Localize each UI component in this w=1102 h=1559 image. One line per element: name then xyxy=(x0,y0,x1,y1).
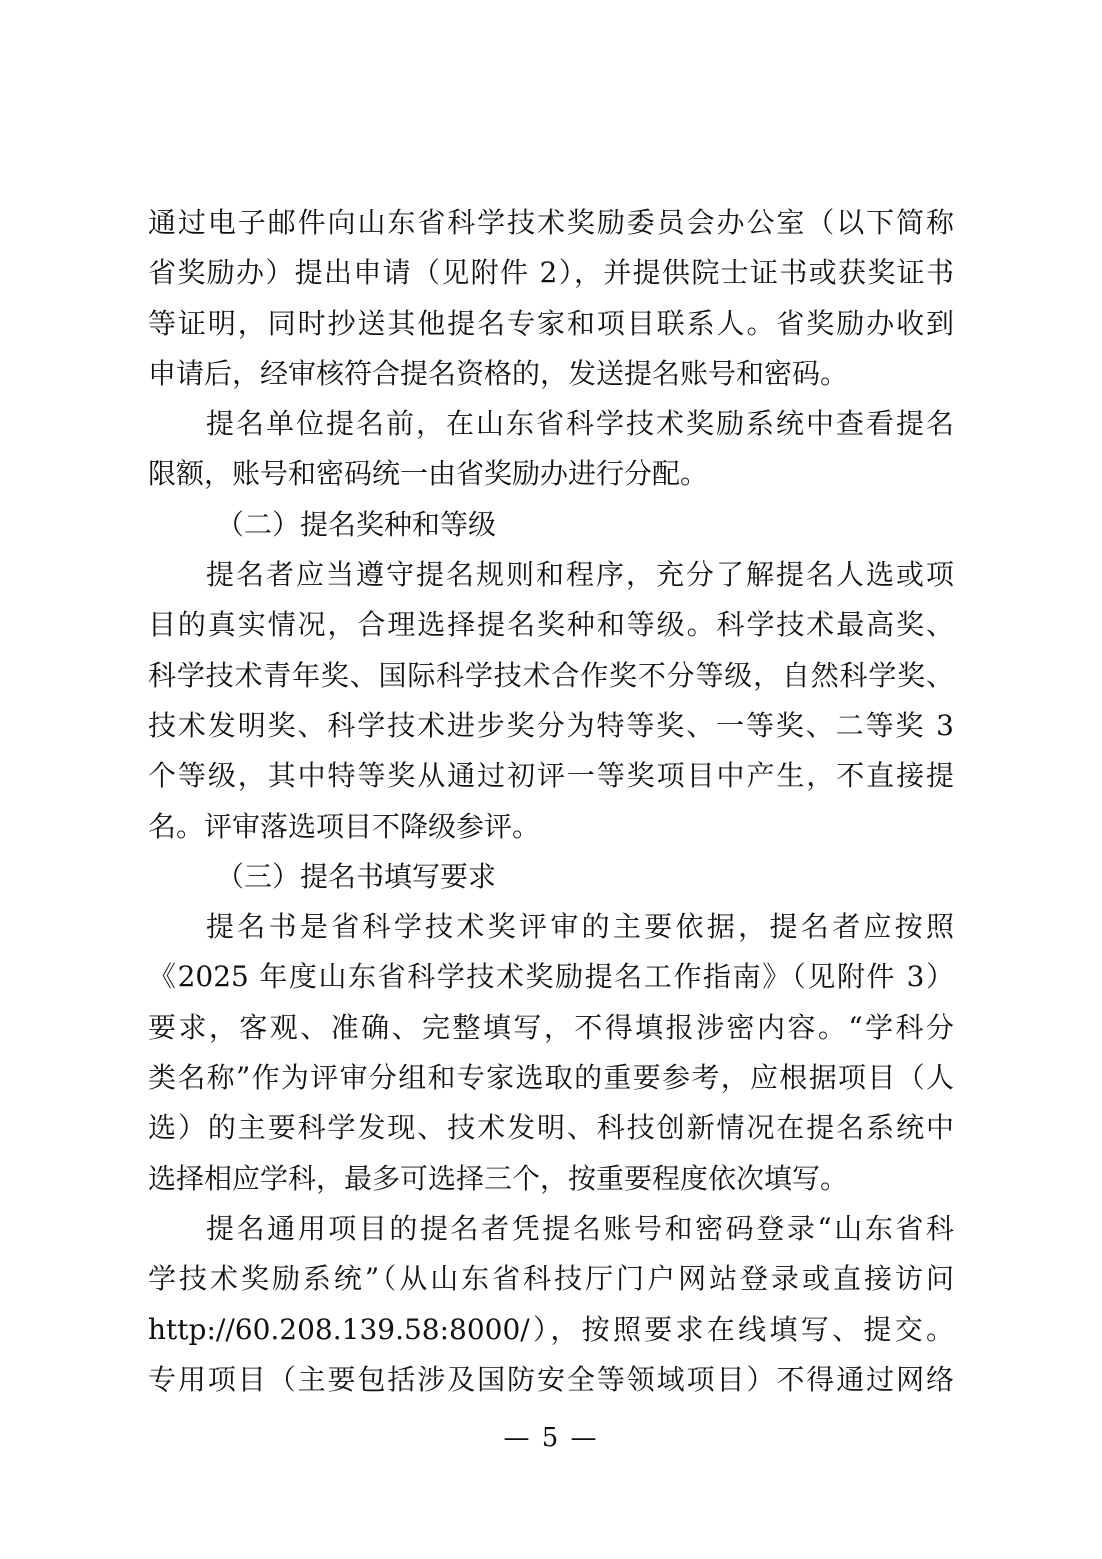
text-line-1: 通过电子邮件向山东省科学技术奖励委员会办公室（以下简称 xyxy=(148,206,954,239)
text-line-20: 选择相应学科，最多可选择三个，按重要程度依次填写。 xyxy=(148,1161,849,1195)
text-line-9: 目的真实情况，合理选择提名奖种和等级。科学技术最高奖、 xyxy=(148,608,954,642)
text-line-15: 提名书是省科学技术奖评审的主要依据，提名者应按照 xyxy=(206,910,954,944)
text-line-18: 类名称”作为评审分组和专家选取的重要参考，应根据项目（人 xyxy=(148,1061,954,1095)
section-heading-2: （二）提名奖种和等级 xyxy=(216,507,497,541)
text-line-21: 提名通用项目的提名者凭提名账号和密码登录“山东省科 xyxy=(206,1211,954,1245)
text-line-4: 申请后，经审核符合提名资格的，发送提名账号和密码。 xyxy=(148,356,849,390)
text-line-11: 技术发明奖、科学技术进步奖分为特等奖、一等奖、二等奖 3 xyxy=(148,708,954,742)
text-line-19: 选）的主要科学发现、技术发明、科技创新情况在提名系统中 xyxy=(148,1111,954,1145)
text-line-3: 等证明，同时抄送其他提名专家和项目联系人。省奖励办收到 xyxy=(148,306,954,340)
text-line-10: 科学技术青年奖、国际科学技术合作奖不分等级，自然科学奖、 xyxy=(148,658,954,692)
body-text xyxy=(148,198,954,1405)
text-line-8: 提名者应当遵守提名规则和程序，充分了解提名人选或项 xyxy=(206,558,954,592)
text-line-24: 专用项目（主要包括涉及国防安全等领域项目）不得通过网络 xyxy=(148,1362,954,1396)
text-line-22: 学技术奖励系统”（从山东省科技厅门户网站登录或直接访问 xyxy=(148,1262,954,1296)
text-line-16: 《2025 年度山东省科学技术奖励提名工作指南》（见附件 3） xyxy=(148,960,954,994)
text-line-17: 要求，客观、准确、完整填写，不得填报涉密内容。“学科分 xyxy=(148,1010,954,1044)
text-line-6: 限额，账号和密码统一由省奖励办进行分配。 xyxy=(148,457,709,491)
page-number: — 5 — xyxy=(503,1423,599,1453)
section-heading-3: （三）提名书填写要求 xyxy=(216,859,497,893)
text-line-23: http://60.208.139.58:8000/），按照要求在线填写、提交。 xyxy=(148,1312,954,1346)
text-line-2: 省奖励办）提出申请（见附件 2），并提供院士证书或获奖证书 xyxy=(148,256,954,290)
text-line-13: 名。评审落选项目不降级参评。 xyxy=(148,809,541,843)
text-line-5: 提名单位提名前，在山东省科学技术奖励系统中查看提名 xyxy=(206,407,954,441)
text-line-12: 个等级，其中特等奖从通过初评一等奖项目中产生，不直接提 xyxy=(148,759,954,793)
